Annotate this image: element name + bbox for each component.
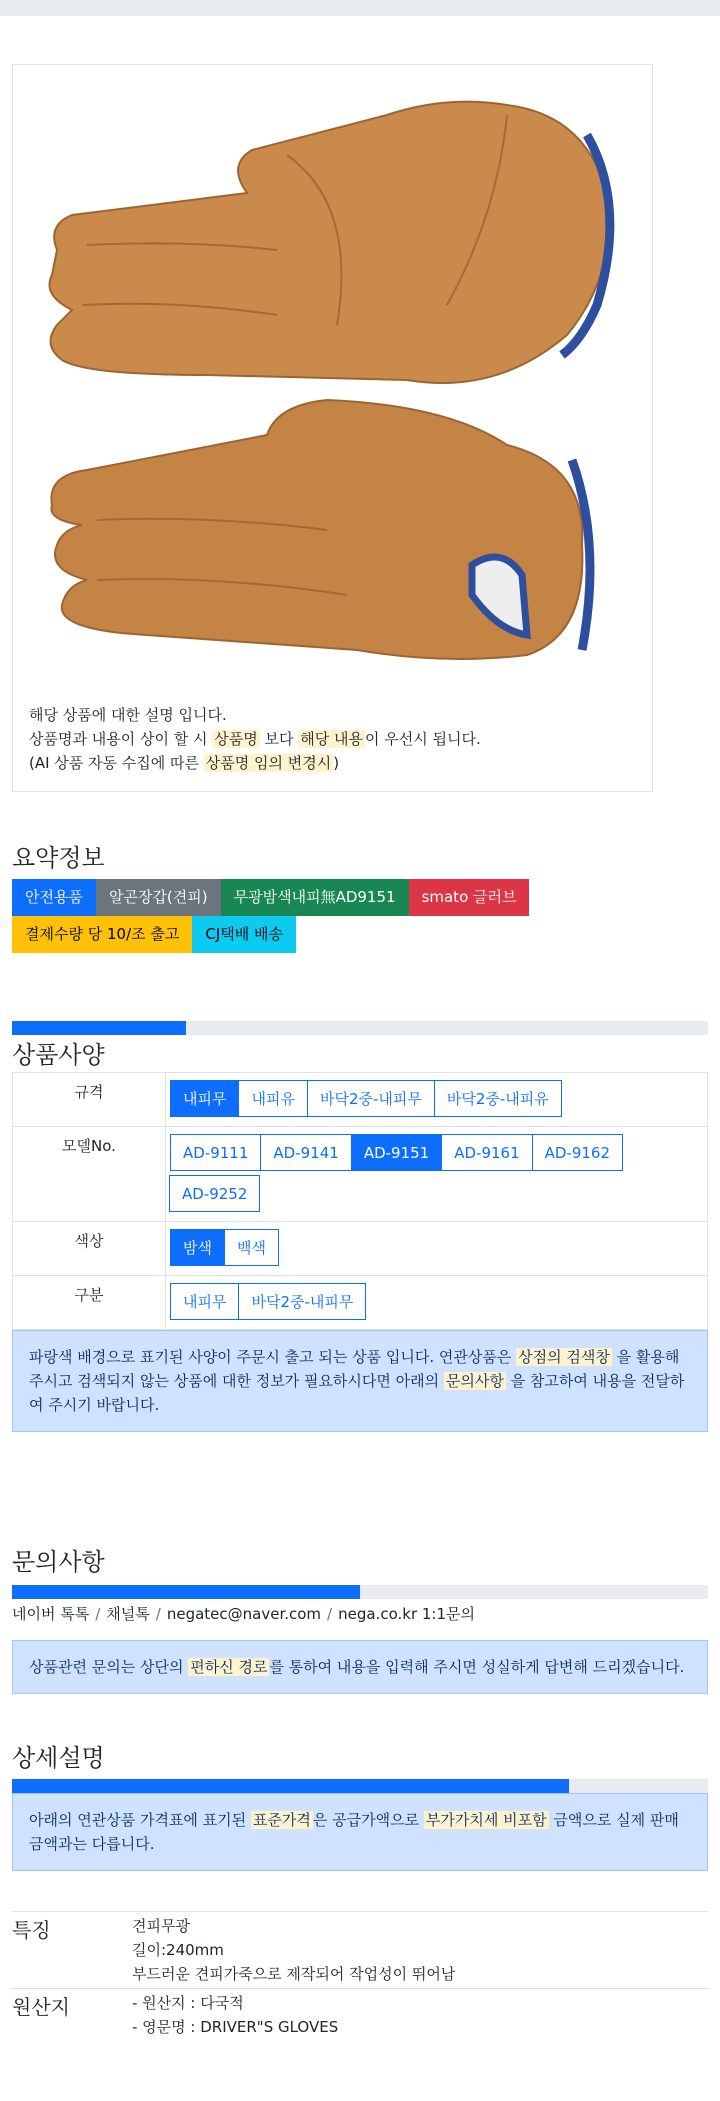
spec-row [13, 1276, 708, 1330]
notice-highlight: 편하신 경로 [190, 1658, 268, 1676]
notice-text: 을 활용해 주시고 검색되지 않는 상품에 대한 정보가 필요하시다면 아래의 [29, 1348, 680, 1390]
feature-key: 원산지 [12, 1989, 132, 2042]
feature-values [132, 1989, 708, 2042]
product-image [27, 75, 639, 685]
spec-progress-fill [12, 1021, 186, 1035]
inquiry-progress-fill [12, 1585, 360, 1599]
desc-highlight: 상품명 [214, 730, 258, 748]
feature-row [12, 1989, 708, 2042]
desc-text: ) [333, 754, 340, 772]
option-button[interactable]: AD-9161 [441, 1134, 532, 1171]
option-button[interactable]: 백색 [224, 1229, 279, 1266]
contact-link[interactable]: 네이버 톡톡 [12, 1605, 90, 1623]
spec-progress [12, 1021, 708, 1035]
spec-row [13, 1222, 708, 1276]
notice-text: 아래의 연관상품 가격표에 표기된 [29, 1811, 251, 1829]
spec-options [166, 1276, 708, 1330]
desc-line-2 [29, 727, 636, 751]
option-button[interactable]: 바닥2중-내피무 [238, 1283, 366, 1320]
option-button-group [170, 1229, 703, 1270]
detail-progress-fill [12, 1779, 569, 1793]
feature-row [12, 1912, 708, 1989]
summary-tag: 안전용품 [12, 879, 96, 916]
feature-key: 특징 [12, 1912, 132, 1989]
option-button[interactable]: 바닥2중-내피무 [307, 1080, 435, 1117]
spec-options [166, 1073, 708, 1127]
spec-options [166, 1127, 708, 1222]
desc-text: (AI 상품 자동 수집에 따른 [29, 754, 204, 772]
option-button[interactable]: AD-9111 [170, 1134, 261, 1171]
feature-value: - 원산지 : 다국적 [132, 1994, 244, 2012]
summary-tag: 무광밤색내피無AD9151 [221, 879, 409, 916]
product-card [12, 64, 653, 792]
page-content [12, 64, 708, 2041]
contact-separator: / [95, 1605, 101, 1623]
spec-row [13, 1127, 708, 1222]
desc-text: 이 우선시 됩니다. [364, 730, 481, 748]
top-bar [0, 0, 720, 16]
option-button[interactable]: AD-9141 [260, 1134, 351, 1171]
option-button[interactable]: 바닥2중-내피유 [434, 1080, 562, 1117]
spec-options [166, 1222, 708, 1276]
glove-bottom-icon [51, 400, 590, 659]
desc-highlight: 해당 내용 [300, 730, 363, 748]
feature-table [12, 1911, 708, 2041]
option-button[interactable]: 내피무 [170, 1283, 239, 1320]
inquiry-progress [12, 1585, 708, 1599]
detail-progress [12, 1779, 708, 1793]
option-button-group [170, 1134, 703, 1216]
option-button[interactable]: AD-9151 [351, 1134, 442, 1171]
spec-label: 규격 [13, 1073, 166, 1127]
option-button-group [170, 1080, 703, 1121]
contact-separator: / [327, 1605, 333, 1623]
option-button[interactable]: 내피무 [170, 1080, 239, 1117]
notice-text: 상품관련 문의는 상단의 [29, 1658, 189, 1676]
feature-value: 길이:240mm [132, 1941, 224, 1959]
spec-label: 구분 [13, 1276, 166, 1330]
summary-tag: smato 글러브 [409, 879, 530, 916]
feature-values [132, 1912, 708, 1989]
contact-link[interactable]: 채널톡 [106, 1605, 150, 1623]
option-button[interactable]: AD-9252 [169, 1175, 260, 1212]
desc-text: 보다 [259, 730, 299, 748]
contact-link[interactable]: nega.co.kr 1:1문의 [338, 1605, 475, 1623]
contact-links [12, 1603, 708, 1624]
spec-label: 모델No. [13, 1127, 166, 1222]
option-button[interactable]: AD-9162 [532, 1134, 623, 1171]
spec-label: 색상 [13, 1222, 166, 1276]
notice-highlight: 표준가격 [252, 1811, 311, 1829]
notice-highlight: 문의사항 [445, 1372, 504, 1390]
notice-text: 를 통하여 내용을 입력해 주시면 성실하게 답변해 드리겠습니다. [269, 1658, 685, 1676]
summary-tags [12, 879, 572, 953]
notice-text: 은 공급가액으로 [312, 1811, 424, 1829]
inquiry-notice [12, 1640, 708, 1694]
notice-highlight: 부가가치세 비포함 [425, 1811, 547, 1829]
summary-title: 요약정보 [12, 844, 105, 872]
spec-title: 상품사양 [12, 1041, 105, 1069]
desc-line-3 [29, 751, 636, 775]
summary-tag: CJ택배 배송 [192, 916, 296, 953]
desc-line-1: 해당 상품에 대한 설명 입니다. [29, 706, 227, 724]
notice-text: 파랑색 배경으로 표기된 사양이 주문시 출고 되는 상품 입니다. 연관상품은 [29, 1348, 517, 1366]
desc-text: 상품명과 내용이 상이 할 시 [29, 730, 213, 748]
feature-value: - 영문명 : DRIVER"S GLOVES [132, 2018, 339, 2036]
inquiry-title: 문의사항 [12, 1548, 105, 1576]
summary-tag: 결제수량 당 10/조 출고 [12, 916, 192, 953]
feature-value: 견피무광 [132, 1917, 190, 1935]
notice-text: 을 참고하여 내용을 전달하여 주시기 바랍니다. [29, 1372, 685, 1414]
contact-link[interactable]: negatec@naver.com [166, 1605, 322, 1623]
notice-highlight: 상점의 검색창 [518, 1348, 610, 1366]
summary-tag: 알곤장갑(견피) [96, 879, 221, 916]
option-button[interactable]: 밤색 [170, 1229, 225, 1266]
spec-row [13, 1073, 708, 1127]
glove-top-icon [49, 102, 609, 383]
option-button[interactable]: 내피유 [238, 1080, 307, 1117]
product-description [13, 685, 652, 791]
notice-text: 금액으로 실제 판매금액과는 다릅니다. [29, 1811, 679, 1853]
option-button-group [170, 1283, 703, 1324]
detail-notice [12, 1793, 708, 1871]
contact-separator: / [155, 1605, 161, 1623]
desc-highlight: 상품명 임의 변경시 [205, 754, 332, 772]
spec-table [12, 1072, 708, 1330]
feature-value: 부드러운 견피가죽으로 제작되어 작업성이 뛰어남 [132, 1965, 456, 1983]
spec-notice [12, 1330, 708, 1432]
detail-title: 상세설명 [12, 1744, 105, 1772]
